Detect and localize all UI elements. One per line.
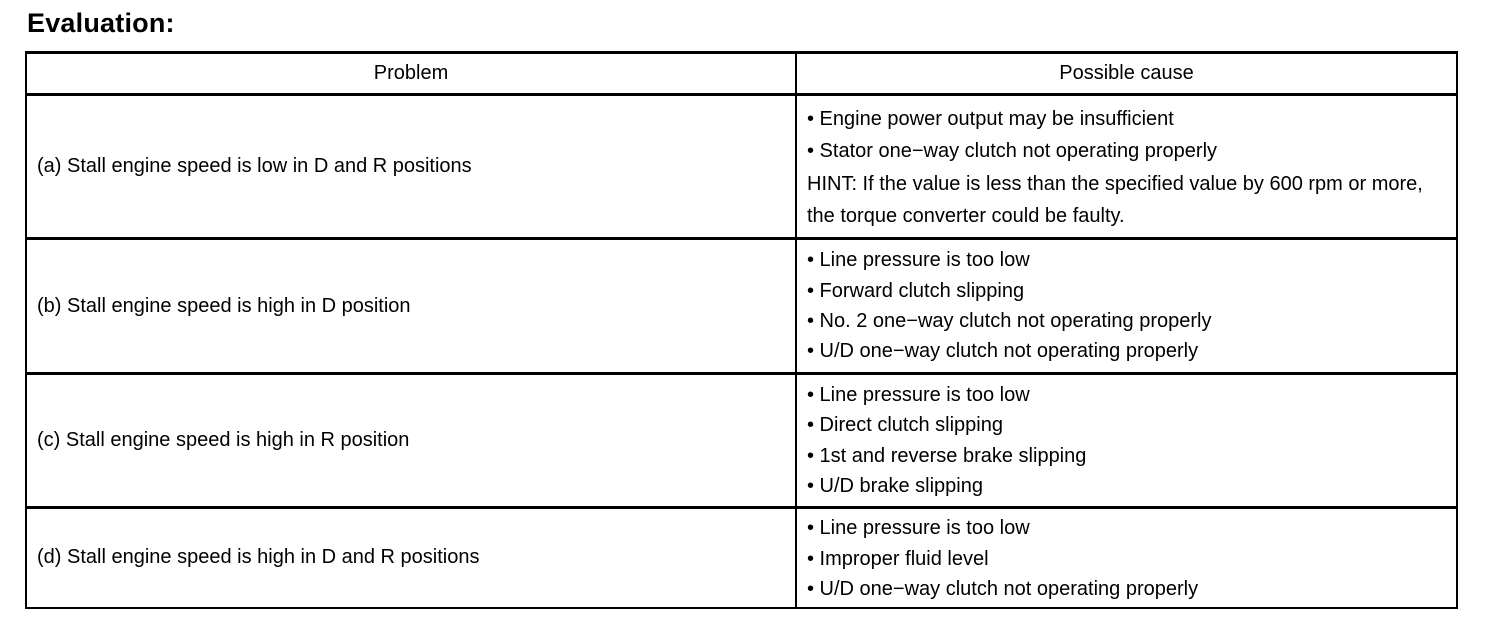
table-row (26, 374, 1457, 508)
evaluation-table (25, 51, 1458, 609)
page-title: Evaluation: (27, 8, 175, 38)
table-header-row (26, 53, 1457, 95)
cause-cell (796, 374, 1457, 508)
cause-item: • No. 2 one−way clutch not operating properly (807, 310, 1212, 332)
problem-cell: (a) Stall engine speed is low in D and R positions (26, 95, 796, 239)
problem-cell: (b) Stall engine speed is high in D position (26, 239, 796, 374)
cause-item: • Line pressure is too low (807, 517, 1030, 539)
table-row (26, 95, 1457, 239)
problem-cell: (c) Stall engine speed is high in R position (26, 374, 796, 508)
cause-item: • U/D one−way clutch not operating properly (807, 578, 1199, 600)
hint-note: HINT: If the value is less than the specified value by 600 rpm or more, the torque converter could be faulty. (807, 172, 1423, 227)
cause-item: • 1st and reverse brake slipping (807, 444, 1087, 467)
cause-item: • Line pressure is too low (807, 383, 1030, 406)
cause-item: • Improper fluid level (807, 547, 989, 570)
column-header-possible-cause: Possible cause (796, 53, 1457, 95)
table-row (26, 239, 1457, 374)
cause-item: • Stator one−way clutch not operating properly (807, 140, 1218, 162)
cause-item: • Engine power output may be insufficient (807, 107, 1174, 130)
cause-item: • U/D one−way clutch not operating properly (807, 340, 1199, 363)
column-header-problem: Problem (26, 53, 796, 95)
table-row (26, 508, 1457, 608)
cause-item: • Forward clutch slipping (807, 279, 1025, 302)
cause-item: • Direct clutch slipping (807, 414, 1003, 437)
cause-cell (796, 239, 1457, 374)
cause-item: • U/D brake slipping (807, 474, 983, 497)
problem-cell: (d) Stall engine speed is high in D and R positions (26, 508, 796, 608)
cause-cell (796, 95, 1457, 239)
cause-item: • Line pressure is too low (807, 249, 1030, 272)
cause-cell (796, 508, 1457, 608)
